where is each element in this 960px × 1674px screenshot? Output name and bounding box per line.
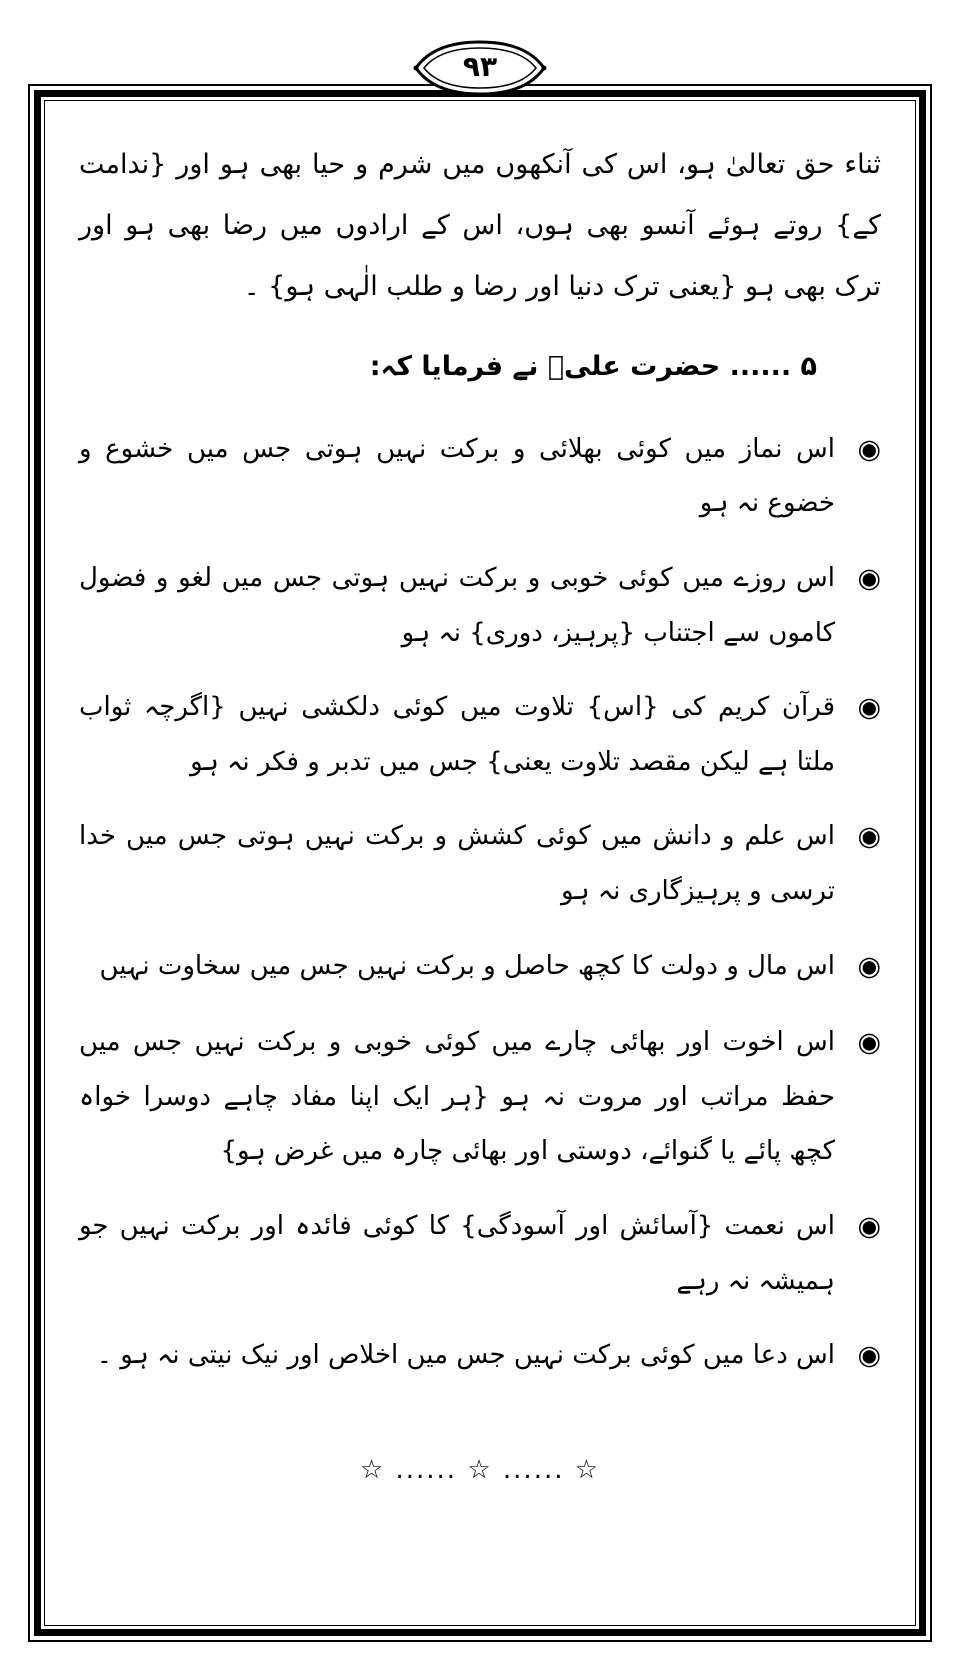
section-heading: ۵ ...... حضرت علیؓ نے فرمایا کہ:: [369, 351, 817, 383]
bullet-icon: ◉: [857, 563, 881, 595]
page-content: [45, 101, 915, 1625]
list-item: [79, 1199, 881, 1308]
footer-ornament: ☆ ...... ☆ ...... ☆: [359, 1454, 601, 1485]
bullet-icon: ◉: [857, 1027, 881, 1059]
bullet-icon: ◉: [857, 950, 881, 982]
list-item-text: اس روزے میں کوئی خوبی و برکت نہیں ہوتی جس میں لغو و فضول کاموں سے اجتناب {پرہیز، دوری} نہ ہو: [79, 563, 835, 648]
list-item-text: اس اخوت اور بھائی چارے میں کوئی خوبی و برکت نہیں جس میں حفظ مراتب اور مروت نہ ہو {ہر ایک اپنا مفاد چاہے دوسرا خواہ کچھ پائے یا گنوائے، دوستی اور بھائی چارہ میں غرض ہو}: [79, 1027, 835, 1167]
list-item: [79, 422, 881, 531]
list-item: [79, 1328, 881, 1385]
page-border-outer: [28, 84, 932, 1642]
list-item: [79, 1015, 881, 1179]
bullet-list: [79, 422, 881, 1385]
list-item: [79, 551, 881, 660]
list-item: [79, 809, 881, 918]
page-number: ٩٣: [462, 49, 498, 83]
bullet-icon: ◉: [857, 692, 881, 724]
list-item-text: قرآن کریم کی {اس} تلاوت میں کوئی دلکشی نہیں {اگرچہ ثواب ملتا ہے لیکن مقصد تلاوت یعنی} جس میں تدبر و فکر نہ ہو: [79, 692, 835, 777]
bullet-icon: ◉: [857, 433, 881, 465]
page-border-inner: [44, 100, 916, 1626]
page-number-ornament: [412, 36, 548, 100]
bullet-icon: ◉: [857, 1211, 881, 1243]
bullet-icon: ◉: [857, 1340, 881, 1372]
list-item-text: اس نماز میں کوئی بھلائی و برکت نہیں ہوتی جس میں خشوع و خضوع نہ ہو: [79, 433, 835, 519]
bullet-icon: ◉: [857, 821, 881, 853]
list-item: [79, 680, 881, 789]
intro-paragraph: ثناء حق تعالیٰ ہو، اس کی آنکھوں میں شرم و حیا بھی ہو اور {ندامت کے} روتے ہوئے آنسو بھی ہوں، اس کے ارادوں میں رضا بھی ہو اور ترک بھی ہو {یعنی ترک دنیا اور رضا و طلب الٰہی ہو} ۔: [79, 149, 881, 302]
list-item: [79, 939, 881, 996]
list-item-text: اس مال و دولت کا کچھ حاصل و برکت نہیں جس میں سخاوت نہیں: [99, 950, 835, 981]
list-item-text: اس علم و دانش میں کوئی کشش و برکت نہیں ہوتی جس میں خدا ترسی و پرہیزگاری نہ ہو: [79, 821, 835, 906]
list-item-text: اس نعمت {آسائش اور آسودگی} کا کوئی فائدہ اور برکت نہیں جو ہمیشہ نہ رہے: [79, 1211, 835, 1296]
page-border-thick: [34, 90, 926, 1636]
list-item-text: اس دعا میں کوئی برکت نہیں جس میں اخلاص اور نیک نیتی نہ ہو ۔: [96, 1340, 835, 1371]
